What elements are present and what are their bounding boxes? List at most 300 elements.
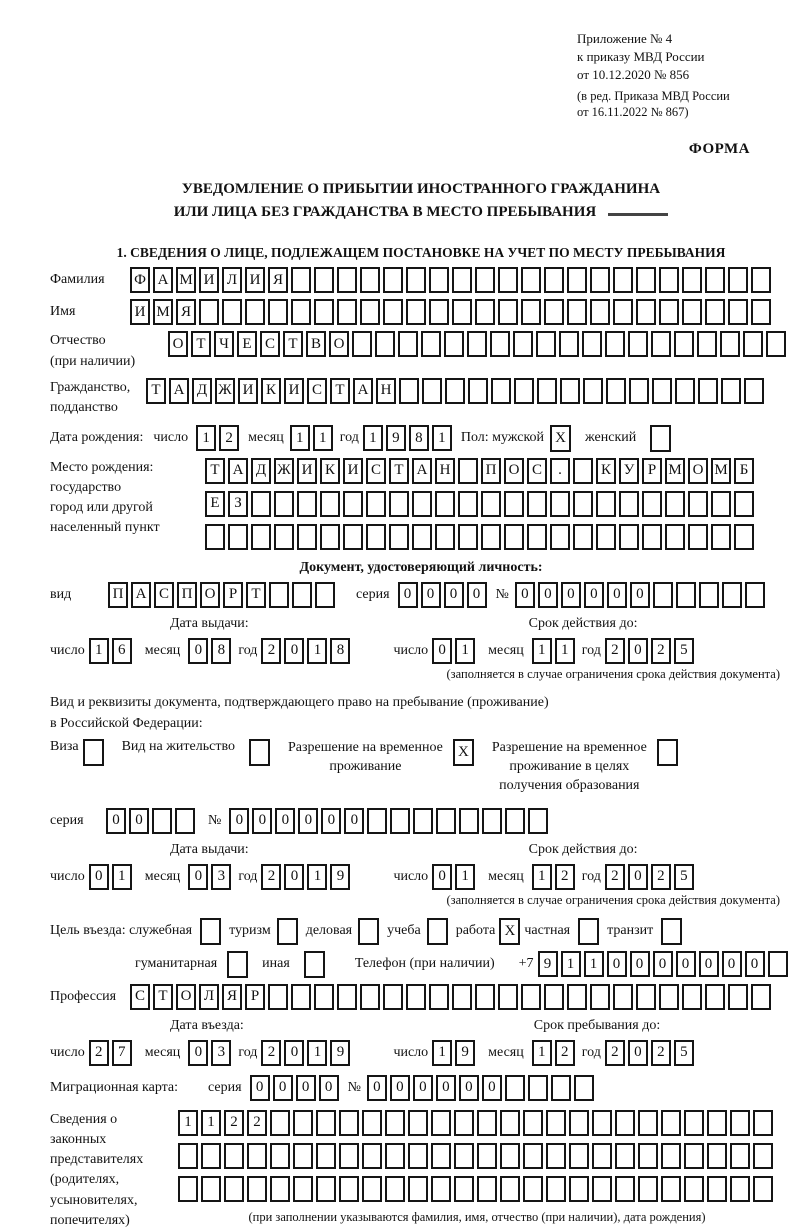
char-cell[interactable] xyxy=(274,491,294,517)
char-cell[interactable] xyxy=(421,331,441,357)
char-cell[interactable] xyxy=(684,1110,704,1136)
char-cell[interactable] xyxy=(567,299,587,325)
char-cell[interactable]: Р xyxy=(642,458,662,484)
char-cell[interactable] xyxy=(343,491,363,517)
char-cell[interactable]: 0 xyxy=(298,808,318,834)
char-cell[interactable]: С xyxy=(307,378,327,404)
char-cell[interactable] xyxy=(314,267,334,293)
char-cell[interactable]: 0 xyxy=(515,582,535,608)
char-cell[interactable] xyxy=(452,267,472,293)
char-cell[interactable] xyxy=(481,524,501,550)
char-cell[interactable] xyxy=(481,491,501,517)
char-cell[interactable] xyxy=(711,491,731,517)
char-cell[interactable] xyxy=(458,491,478,517)
char-cell[interactable] xyxy=(546,1143,566,1169)
char-cell[interactable]: 2 xyxy=(605,1040,625,1066)
char-cell[interactable] xyxy=(337,984,357,1010)
char-cell[interactable]: 2 xyxy=(651,864,671,890)
purpose-other-checkbox[interactable] xyxy=(304,951,325,978)
char-cell[interactable] xyxy=(316,1110,336,1136)
char-cell[interactable] xyxy=(523,1176,543,1202)
sex-female-checkbox[interactable] xyxy=(650,425,671,452)
char-cell[interactable] xyxy=(720,331,740,357)
char-cell[interactable] xyxy=(360,984,380,1010)
char-cell[interactable] xyxy=(569,1143,589,1169)
char-cell[interactable] xyxy=(728,984,748,1010)
char-cell[interactable] xyxy=(339,1143,359,1169)
char-cell[interactable]: Т xyxy=(283,331,303,357)
char-cell[interactable]: И xyxy=(199,267,219,293)
char-cell[interactable]: 2 xyxy=(261,864,281,890)
char-cell[interactable]: И xyxy=(343,458,363,484)
char-cell[interactable]: 1 xyxy=(532,638,552,664)
char-cell[interactable] xyxy=(514,378,534,404)
char-cell[interactable] xyxy=(205,524,225,550)
char-cell[interactable] xyxy=(178,1176,198,1202)
char-cell[interactable] xyxy=(550,491,570,517)
char-cell[interactable]: 9 xyxy=(455,1040,475,1066)
char-cell[interactable] xyxy=(435,524,455,550)
temp-residence-checkbox[interactable]: X xyxy=(453,739,474,766)
char-cell[interactable] xyxy=(707,1110,727,1136)
char-cell[interactable] xyxy=(444,331,464,357)
char-cell[interactable] xyxy=(504,491,524,517)
char-cell[interactable]: 3 xyxy=(211,864,231,890)
char-cell[interactable] xyxy=(592,1176,612,1202)
char-cell[interactable] xyxy=(661,1110,681,1136)
char-cell[interactable] xyxy=(659,299,679,325)
char-cell[interactable] xyxy=(337,267,357,293)
char-cell[interactable] xyxy=(615,1143,635,1169)
char-cell[interactable] xyxy=(454,1143,474,1169)
char-cell[interactable]: П xyxy=(177,582,197,608)
char-cell[interactable]: 2 xyxy=(605,638,625,664)
char-cell[interactable] xyxy=(445,378,465,404)
char-cell[interactable] xyxy=(751,267,771,293)
char-cell[interactable]: 2 xyxy=(261,1040,281,1066)
char-cell[interactable]: 0 xyxy=(188,1040,208,1066)
char-cell[interactable] xyxy=(707,1176,727,1202)
char-cell[interactable] xyxy=(613,299,633,325)
char-cell[interactable] xyxy=(636,984,656,1010)
char-cell[interactable] xyxy=(697,331,717,357)
char-cell[interactable]: Т xyxy=(330,378,350,404)
char-cell[interactable] xyxy=(728,267,748,293)
char-cell[interactable]: 0 xyxy=(275,808,295,834)
char-cell[interactable]: 0 xyxy=(607,951,627,977)
char-cell[interactable]: 1 xyxy=(584,951,604,977)
char-cell[interactable]: 0 xyxy=(699,951,719,977)
char-cell[interactable]: Ж xyxy=(215,378,235,404)
char-cell[interactable] xyxy=(705,984,725,1010)
char-cell[interactable]: 0 xyxy=(432,638,452,664)
char-cell[interactable]: 1 xyxy=(561,951,581,977)
char-cell[interactable] xyxy=(429,267,449,293)
char-cell[interactable]: 0 xyxy=(89,864,109,890)
char-cell[interactable] xyxy=(567,267,587,293)
char-cell[interactable] xyxy=(412,491,432,517)
char-cell[interactable] xyxy=(705,299,725,325)
char-cell[interactable] xyxy=(292,582,312,608)
char-cell[interactable]: И xyxy=(245,267,265,293)
char-cell[interactable]: 3 xyxy=(211,1040,231,1066)
char-cell[interactable]: Ф xyxy=(130,267,150,293)
char-cell[interactable] xyxy=(675,378,695,404)
char-cell[interactable] xyxy=(560,378,580,404)
char-cell[interactable] xyxy=(362,1110,382,1136)
char-cell[interactable] xyxy=(744,378,764,404)
char-cell[interactable]: 1 xyxy=(532,1040,552,1066)
char-cell[interactable]: М xyxy=(711,458,731,484)
char-cell[interactable] xyxy=(722,582,742,608)
char-cell[interactable]: О xyxy=(200,582,220,608)
char-cell[interactable] xyxy=(360,267,380,293)
char-cell[interactable] xyxy=(684,1176,704,1202)
char-cell[interactable] xyxy=(408,1110,428,1136)
char-cell[interactable]: 1 xyxy=(555,638,575,664)
char-cell[interactable]: 0 xyxy=(344,808,364,834)
char-cell[interactable] xyxy=(389,524,409,550)
char-cell[interactable] xyxy=(360,299,380,325)
char-cell[interactable] xyxy=(615,1110,635,1136)
char-cell[interactable] xyxy=(574,1075,594,1101)
char-cell[interactable]: Н xyxy=(435,458,455,484)
char-cell[interactable] xyxy=(684,1143,704,1169)
char-cell[interactable]: 0 xyxy=(607,582,627,608)
char-cell[interactable]: 1 xyxy=(363,425,383,451)
char-cell[interactable] xyxy=(452,984,472,1010)
char-cell[interactable] xyxy=(544,267,564,293)
purpose-humanitarian-checkbox[interactable] xyxy=(227,951,248,978)
char-cell[interactable]: П xyxy=(481,458,501,484)
char-cell[interactable]: О xyxy=(176,984,196,1010)
char-cell[interactable] xyxy=(521,984,541,1010)
char-cell[interactable]: 9 xyxy=(330,1040,350,1066)
char-cell[interactable] xyxy=(592,1143,612,1169)
char-cell[interactable] xyxy=(429,984,449,1010)
char-cell[interactable]: С xyxy=(366,458,386,484)
char-cell[interactable]: 0 xyxy=(630,582,650,608)
char-cell[interactable] xyxy=(316,1143,336,1169)
char-cell[interactable] xyxy=(431,1110,451,1136)
purpose-official-checkbox[interactable] xyxy=(200,918,221,945)
char-cell[interactable]: 1 xyxy=(432,425,452,451)
char-cell[interactable]: 0 xyxy=(628,864,648,890)
char-cell[interactable]: 8 xyxy=(409,425,429,451)
char-cell[interactable]: 1 xyxy=(455,864,475,890)
char-cell[interactable] xyxy=(544,984,564,1010)
char-cell[interactable]: Е xyxy=(205,491,225,517)
char-cell[interactable]: С xyxy=(154,582,174,608)
char-cell[interactable] xyxy=(431,1176,451,1202)
char-cell[interactable] xyxy=(413,808,433,834)
char-cell[interactable]: 0 xyxy=(413,1075,433,1101)
char-cell[interactable]: Н xyxy=(376,378,396,404)
char-cell[interactable] xyxy=(467,331,487,357)
char-cell[interactable]: Л xyxy=(222,267,242,293)
char-cell[interactable]: 0 xyxy=(628,1040,648,1066)
char-cell[interactable] xyxy=(536,331,556,357)
char-cell[interactable]: Т xyxy=(153,984,173,1010)
char-cell[interactable] xyxy=(550,524,570,550)
char-cell[interactable]: С xyxy=(260,331,280,357)
char-cell[interactable] xyxy=(251,524,271,550)
char-cell[interactable] xyxy=(730,1176,750,1202)
char-cell[interactable] xyxy=(224,1176,244,1202)
char-cell[interactable]: А xyxy=(228,458,248,484)
char-cell[interactable] xyxy=(201,1176,221,1202)
char-cell[interactable]: 2 xyxy=(261,638,281,664)
char-cell[interactable] xyxy=(293,1110,313,1136)
char-cell[interactable] xyxy=(297,524,317,550)
char-cell[interactable] xyxy=(429,299,449,325)
char-cell[interactable] xyxy=(337,299,357,325)
char-cell[interactable] xyxy=(477,1143,497,1169)
char-cell[interactable] xyxy=(293,1143,313,1169)
char-cell[interactable]: Т xyxy=(246,582,266,608)
char-cell[interactable]: Я xyxy=(268,267,288,293)
char-cell[interactable]: 0 xyxy=(188,638,208,664)
char-cell[interactable] xyxy=(768,951,788,977)
char-cell[interactable]: Ж xyxy=(274,458,294,484)
char-cell[interactable] xyxy=(498,299,518,325)
char-cell[interactable] xyxy=(505,808,525,834)
char-cell[interactable] xyxy=(569,1176,589,1202)
char-cell[interactable]: 2 xyxy=(224,1110,244,1136)
char-cell[interactable]: 0 xyxy=(129,808,149,834)
char-cell[interactable]: 0 xyxy=(436,1075,456,1101)
char-cell[interactable]: 0 xyxy=(188,864,208,890)
char-cell[interactable]: 0 xyxy=(722,951,742,977)
char-cell[interactable]: 1 xyxy=(432,1040,452,1066)
char-cell[interactable]: 0 xyxy=(250,1075,270,1101)
char-cell[interactable]: 0 xyxy=(628,638,648,664)
char-cell[interactable] xyxy=(367,808,387,834)
char-cell[interactable]: 0 xyxy=(444,582,464,608)
char-cell[interactable] xyxy=(399,378,419,404)
char-cell[interactable]: А xyxy=(353,378,373,404)
char-cell[interactable] xyxy=(528,808,548,834)
residence-permit-checkbox[interactable] xyxy=(249,739,270,766)
char-cell[interactable] xyxy=(468,378,488,404)
char-cell[interactable]: 5 xyxy=(674,1040,694,1066)
char-cell[interactable]: 0 xyxy=(538,582,558,608)
char-cell[interactable]: 1 xyxy=(307,1040,327,1066)
char-cell[interactable]: М xyxy=(176,267,196,293)
char-cell[interactable] xyxy=(642,524,662,550)
char-cell[interactable]: 2 xyxy=(555,864,575,890)
char-cell[interactable] xyxy=(366,491,386,517)
char-cell[interactable] xyxy=(366,524,386,550)
char-cell[interactable] xyxy=(339,1176,359,1202)
char-cell[interactable]: Ч xyxy=(214,331,234,357)
char-cell[interactable] xyxy=(490,331,510,357)
char-cell[interactable]: 1 xyxy=(201,1110,221,1136)
char-cell[interactable]: 1 xyxy=(532,864,552,890)
char-cell[interactable] xyxy=(596,524,616,550)
char-cell[interactable] xyxy=(628,331,648,357)
char-cell[interactable]: 2 xyxy=(651,1040,671,1066)
char-cell[interactable] xyxy=(293,1176,313,1202)
char-cell[interactable]: М xyxy=(153,299,173,325)
char-cell[interactable] xyxy=(730,1143,750,1169)
purpose-work-checkbox[interactable]: X xyxy=(499,918,520,945)
char-cell[interactable]: 0 xyxy=(398,582,418,608)
char-cell[interactable] xyxy=(676,582,696,608)
purpose-study-checkbox[interactable] xyxy=(427,918,448,945)
char-cell[interactable]: Я xyxy=(222,984,242,1010)
purpose-transit-checkbox[interactable] xyxy=(661,918,682,945)
char-cell[interactable] xyxy=(613,984,633,1010)
char-cell[interactable]: И xyxy=(238,378,258,404)
char-cell[interactable] xyxy=(527,491,547,517)
char-cell[interactable] xyxy=(477,1176,497,1202)
char-cell[interactable] xyxy=(352,331,372,357)
char-cell[interactable]: П xyxy=(108,582,128,608)
char-cell[interactable] xyxy=(698,378,718,404)
char-cell[interactable]: Д xyxy=(192,378,212,404)
char-cell[interactable]: 0 xyxy=(229,808,249,834)
char-cell[interactable] xyxy=(734,524,754,550)
char-cell[interactable] xyxy=(659,267,679,293)
char-cell[interactable] xyxy=(583,378,603,404)
char-cell[interactable] xyxy=(638,1176,658,1202)
char-cell[interactable]: 0 xyxy=(561,582,581,608)
char-cell[interactable] xyxy=(500,1176,520,1202)
char-cell[interactable]: 1 xyxy=(455,638,475,664)
char-cell[interactable]: С xyxy=(130,984,150,1010)
char-cell[interactable]: А xyxy=(153,267,173,293)
char-cell[interactable]: 1 xyxy=(196,425,216,451)
char-cell[interactable]: 0 xyxy=(106,808,126,834)
char-cell[interactable] xyxy=(505,1075,525,1101)
char-cell[interactable]: 1 xyxy=(112,864,132,890)
char-cell[interactable]: 6 xyxy=(112,638,132,664)
char-cell[interactable] xyxy=(270,1110,290,1136)
char-cell[interactable]: К xyxy=(320,458,340,484)
char-cell[interactable] xyxy=(454,1176,474,1202)
char-cell[interactable]: Р xyxy=(245,984,265,1010)
char-cell[interactable]: 0 xyxy=(653,951,673,977)
char-cell[interactable] xyxy=(606,378,626,404)
char-cell[interactable] xyxy=(665,491,685,517)
char-cell[interactable] xyxy=(753,1143,773,1169)
char-cell[interactable] xyxy=(544,299,564,325)
char-cell[interactable] xyxy=(222,299,242,325)
char-cell[interactable] xyxy=(528,1075,548,1101)
char-cell[interactable] xyxy=(582,331,602,357)
char-cell[interactable] xyxy=(247,1143,267,1169)
char-cell[interactable] xyxy=(573,491,593,517)
char-cell[interactable] xyxy=(454,1110,474,1136)
char-cell[interactable] xyxy=(339,1110,359,1136)
char-cell[interactable]: А xyxy=(412,458,432,484)
char-cell[interactable] xyxy=(636,299,656,325)
char-cell[interactable] xyxy=(274,524,294,550)
char-cell[interactable] xyxy=(431,1143,451,1169)
char-cell[interactable]: 1 xyxy=(290,425,310,451)
char-cell[interactable] xyxy=(224,1143,244,1169)
char-cell[interactable] xyxy=(389,491,409,517)
char-cell[interactable] xyxy=(638,1110,658,1136)
char-cell[interactable] xyxy=(688,491,708,517)
char-cell[interactable] xyxy=(569,1110,589,1136)
char-cell[interactable] xyxy=(573,524,593,550)
char-cell[interactable]: 5 xyxy=(674,864,694,890)
char-cell[interactable] xyxy=(527,524,547,550)
char-cell[interactable] xyxy=(605,331,625,357)
char-cell[interactable]: И xyxy=(284,378,304,404)
char-cell[interactable]: 0 xyxy=(284,638,304,664)
char-cell[interactable]: Я xyxy=(176,299,196,325)
char-cell[interactable]: И xyxy=(130,299,150,325)
char-cell[interactable] xyxy=(320,491,340,517)
char-cell[interactable] xyxy=(590,984,610,1010)
char-cell[interactable] xyxy=(743,331,763,357)
char-cell[interactable] xyxy=(362,1176,382,1202)
char-cell[interactable] xyxy=(175,808,195,834)
char-cell[interactable]: Т xyxy=(191,331,211,357)
purpose-private-checkbox[interactable] xyxy=(578,918,599,945)
char-cell[interactable] xyxy=(498,984,518,1010)
char-cell[interactable] xyxy=(546,1176,566,1202)
char-cell[interactable] xyxy=(751,984,771,1010)
char-cell[interactable]: 1 xyxy=(178,1110,198,1136)
char-cell[interactable] xyxy=(651,331,671,357)
char-cell[interactable] xyxy=(435,491,455,517)
char-cell[interactable] xyxy=(751,299,771,325)
visa-checkbox[interactable] xyxy=(83,739,104,766)
char-cell[interactable]: 0 xyxy=(319,1075,339,1101)
char-cell[interactable] xyxy=(475,267,495,293)
char-cell[interactable] xyxy=(682,267,702,293)
char-cell[interactable] xyxy=(567,984,587,1010)
char-cell[interactable] xyxy=(199,299,219,325)
char-cell[interactable]: К xyxy=(261,378,281,404)
char-cell[interactable] xyxy=(504,524,524,550)
char-cell[interactable] xyxy=(269,582,289,608)
purpose-tourism-checkbox[interactable] xyxy=(277,918,298,945)
char-cell[interactable] xyxy=(521,299,541,325)
char-cell[interactable]: О xyxy=(168,331,188,357)
char-cell[interactable] xyxy=(619,491,639,517)
char-cell[interactable] xyxy=(498,267,518,293)
char-cell[interactable]: Т xyxy=(389,458,409,484)
char-cell[interactable] xyxy=(385,1176,405,1202)
char-cell[interactable] xyxy=(406,267,426,293)
char-cell[interactable] xyxy=(406,984,426,1010)
char-cell[interactable] xyxy=(201,1143,221,1169)
char-cell[interactable] xyxy=(383,267,403,293)
char-cell[interactable]: 2 xyxy=(89,1040,109,1066)
char-cell[interactable] xyxy=(728,299,748,325)
char-cell[interactable] xyxy=(652,378,672,404)
char-cell[interactable] xyxy=(500,1110,520,1136)
char-cell[interactable] xyxy=(734,491,754,517)
char-cell[interactable] xyxy=(523,1143,543,1169)
char-cell[interactable] xyxy=(705,267,725,293)
char-cell[interactable] xyxy=(590,267,610,293)
char-cell[interactable] xyxy=(458,524,478,550)
char-cell[interactable] xyxy=(699,582,719,608)
char-cell[interactable]: У xyxy=(619,458,639,484)
char-cell[interactable] xyxy=(268,299,288,325)
char-cell[interactable] xyxy=(619,524,639,550)
char-cell[interactable]: 1 xyxy=(89,638,109,664)
char-cell[interactable] xyxy=(661,1176,681,1202)
char-cell[interactable]: 0 xyxy=(367,1075,387,1101)
char-cell[interactable]: 9 xyxy=(538,951,558,977)
